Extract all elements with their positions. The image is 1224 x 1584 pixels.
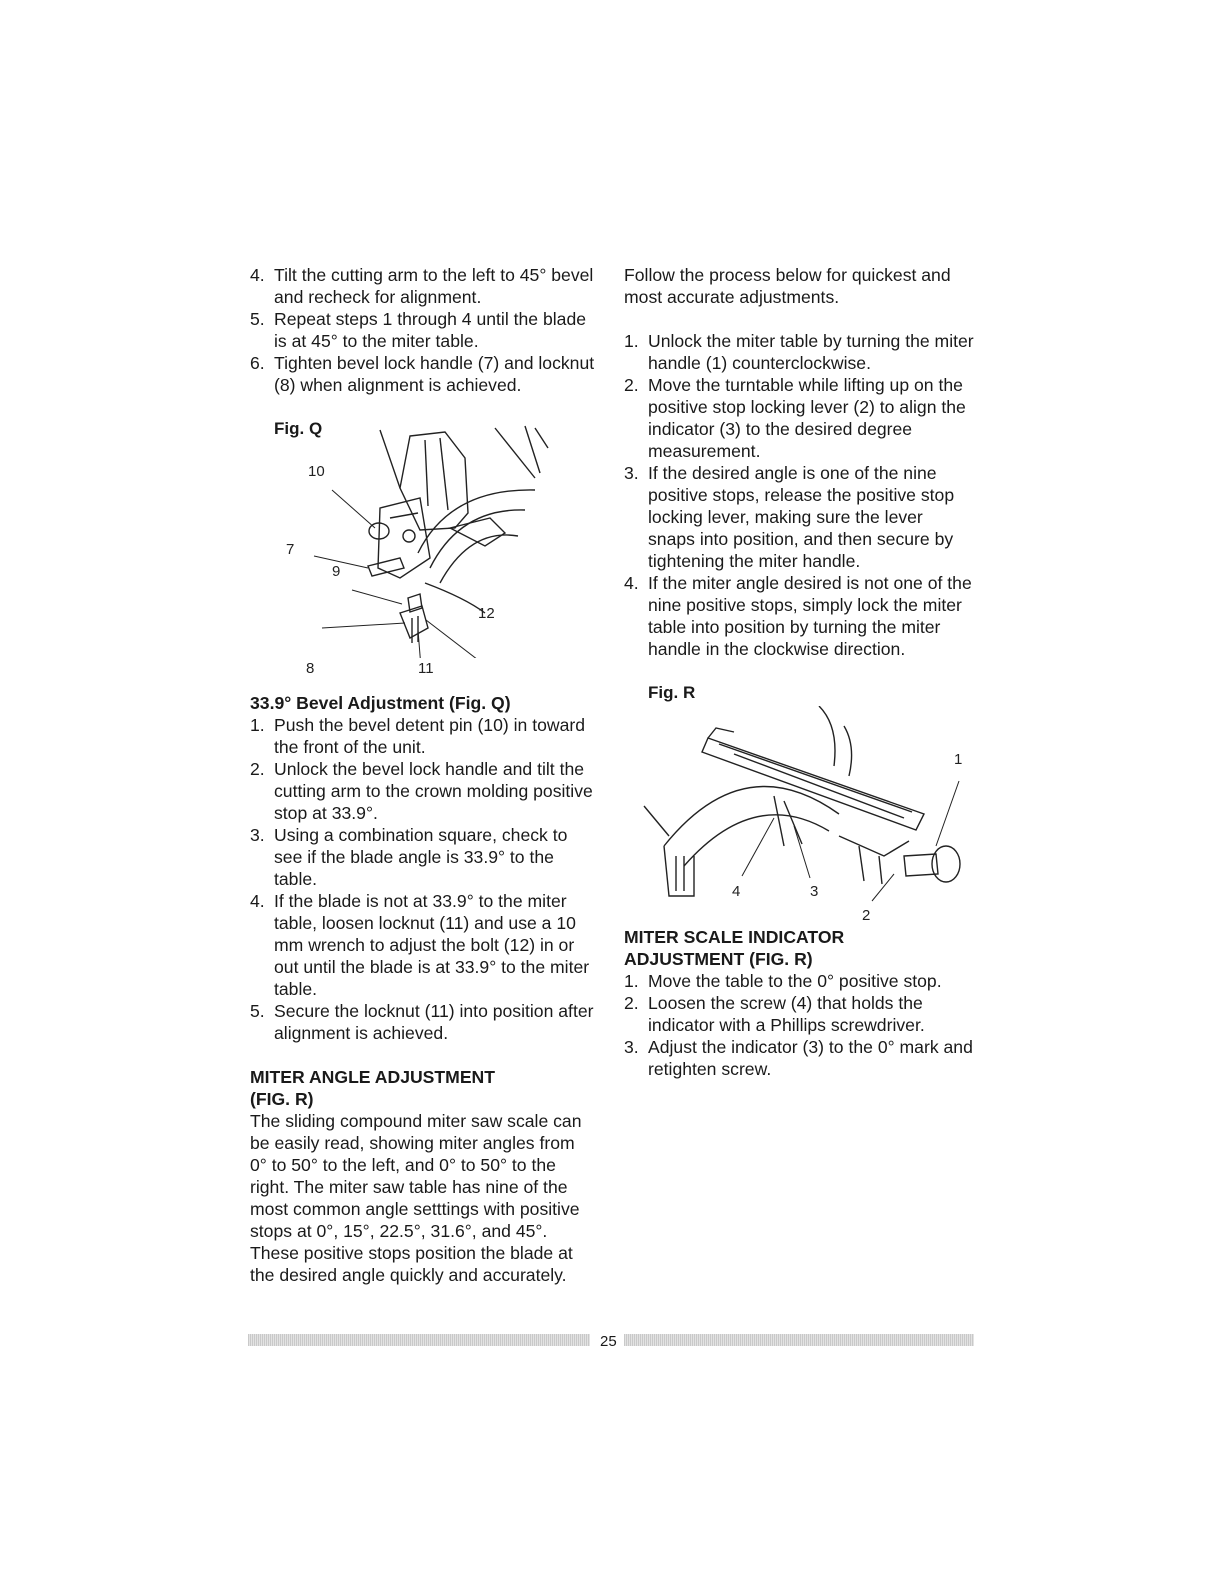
miter-angle-heading: MITER ANGLE ADJUSTMENT [250, 1067, 496, 1087]
figure-q-bottom-callouts [250, 656, 595, 680]
list-item: 1. Push the bevel detent pin (10) in toward the front of the unit. [250, 715, 586, 757]
callout-2: 2 [862, 907, 871, 924]
miter-steps [624, 330, 974, 660]
list-item: 4. If the blade is not at 33.9° to the miter table, loosen locknut (11) and use a 10 mm wrench to adjust the bolt (12) in or out until the blade is at 33.9° to the miter table. [250, 891, 590, 999]
list-item: 4. Tilt the cutting arm to the left to 45° bevel and recheck for alignment. [250, 265, 594, 307]
callout-11: 11 [418, 660, 434, 677]
miter-scale-steps [624, 970, 974, 1080]
list-item: 1. Move the table to the 0° positive stop. [624, 971, 942, 991]
bevel-adjustment-steps [250, 714, 595, 1044]
callout-7: 7 [286, 541, 295, 558]
figure-r [624, 682, 974, 924]
callout-9: 9 [332, 563, 341, 580]
callout-3: 3 [810, 883, 819, 900]
figure-r-label: Fig. R [648, 683, 696, 702]
figure-q [250, 418, 595, 680]
callout-4: 4 [732, 883, 741, 900]
list-item: 3. Using a combination square, check to see if the blade angle is 33.9° to the table. [250, 825, 568, 889]
list-item: 2. Unlock the bevel lock handle and tilt the cutting arm to the crown molding positive stop at 33.9°. [250, 759, 593, 823]
page-footer [248, 1331, 974, 1351]
callout-1: 1 [954, 751, 963, 768]
miter-angle-heading-sub: (FIG. R) [250, 1089, 314, 1109]
bevel-adjustment-section [250, 692, 595, 1044]
footer-bar-right [624, 1334, 974, 1346]
list-item: 4. If the miter angle desired is not one of the nine positive stops, simply lock the miter table into position by turning the miter handle in the clockwise direction. [624, 573, 972, 659]
list-item: 3. Adjust the indicator (3) to the 0° mark and retighten screw. [624, 1037, 973, 1079]
bevel-assembly-illustration [250, 418, 595, 658]
list-item: 6. Tighten bevel lock handle (7) and locknut (8) when alignment is achieved. [250, 353, 595, 395]
callout-8: 8 [306, 660, 315, 677]
bevel-adjustment-heading: 33.9° Bevel Adjustment (Fig. Q) [250, 693, 511, 713]
right-column [624, 264, 974, 1080]
list-item: 5. Secure the locknut (11) into position after alignment is achieved. [250, 1001, 594, 1043]
miter-table-illustration [624, 706, 974, 926]
bevel-steps-continued [250, 264, 595, 396]
list-item: 5. Repeat steps 1 through 4 until the blade is at 45° to the miter table. [250, 309, 587, 351]
miter-angle-section [250, 1066, 595, 1286]
list-item: 2. Move the turntable while lifting up on the positive stop locking lever (2) to align the indicator (3) to the desired degree measurement. [624, 375, 966, 461]
callout-10: 10 [308, 463, 325, 480]
list-item: 3. If the desired angle is one of the nine positive stops, release the positive stop locking lever, making sure the lever snaps into position, and then secure by tightening the miter handle. [624, 463, 955, 571]
miter-angle-paragraph: The sliding compound miter saw scale can be easily read, showing miter angles from 0° to 50° to the left, and 0° to 50° to the right. The miter saw table has nine of the most common angle setttings with positive stops at 0°, 15°, 22.5°, 31.6°, and 45°. These positive stops position the blade at the desired angle quickly and accurately. [250, 1111, 582, 1285]
intro-paragraph: Follow the process below for quickest and most accurate adjustments. [624, 265, 951, 307]
footer-bar-left [248, 1334, 590, 1346]
callout-12: 12 [478, 605, 495, 622]
miter-scale-heading: MITER SCALE INDICATOR [624, 927, 845, 947]
figure-q-label: Fig. Q [274, 419, 323, 438]
left-column [250, 264, 595, 1286]
miter-scale-section [624, 926, 974, 1080]
list-item: 1. Unlock the miter table by turning the miter handle (1) counterclockwise. [624, 331, 974, 373]
list-item: 2. Loosen the screw (4) that holds the indicator with a Phillips screwdriver. [624, 993, 925, 1035]
page-number: 25 [600, 1333, 617, 1350]
miter-scale-heading-sub: ADJUSTMENT (FIG. R) [624, 949, 813, 969]
